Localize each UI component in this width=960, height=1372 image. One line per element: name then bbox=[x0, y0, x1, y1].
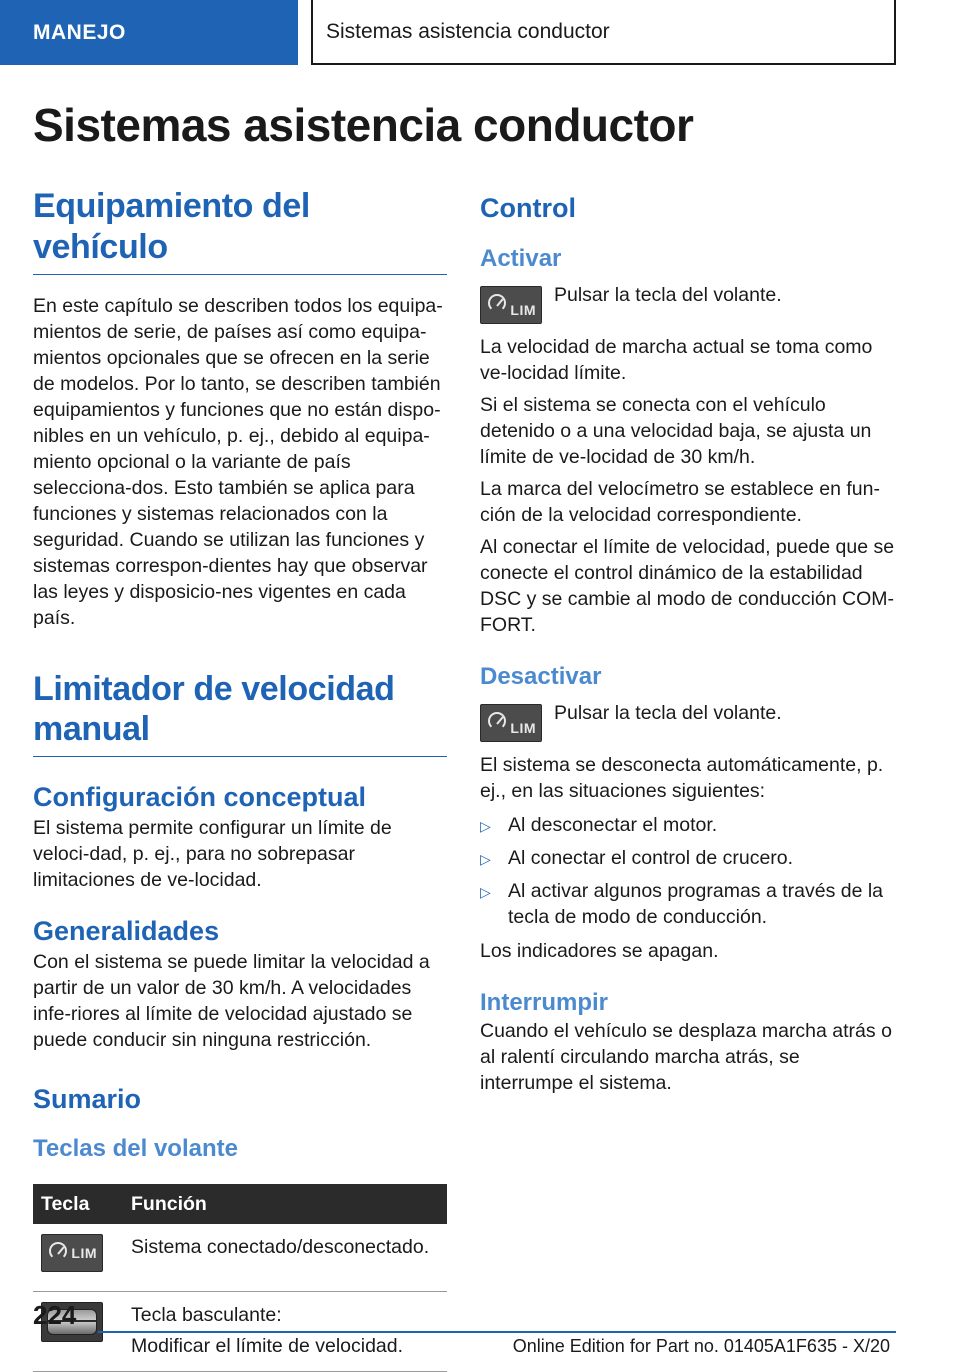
col-key-header: Tecla bbox=[33, 1184, 123, 1224]
interrupt-heading: Interrumpir bbox=[480, 988, 609, 1016]
chapter-tab bbox=[311, 0, 896, 65]
keys-heading: Teclas del volante bbox=[33, 1135, 238, 1163]
table-row bbox=[33, 1224, 447, 1292]
list-item: ▷ Al desconectar el motor. bbox=[480, 812, 898, 839]
list-item: ▷ Al activar algunos programas a través de la tecla de modo de conducción. bbox=[480, 879, 884, 928]
equipment-heading: Equipamiento del vehículo bbox=[33, 186, 447, 275]
bullet-triangle-icon: ▷ bbox=[480, 850, 491, 867]
control-heading: Control bbox=[480, 193, 576, 223]
activate-paragraph: Al conectar el límite de velocidad, puede que se conecte el control dinámico de la estabilidad DSC y se cambie al modo de conducción COM-FORT. bbox=[480, 535, 895, 636]
edition-text: Online Edition for Part no. 01405A1F635 - X/20 bbox=[512, 1336, 890, 1356]
table-cell-function: Sistema conectado/desconectado. bbox=[123, 1224, 447, 1292]
right-column bbox=[480, 186, 898, 1096]
section-tab bbox=[0, 0, 298, 65]
limiter-heading: Limitador de velocidad manual bbox=[33, 669, 447, 758]
chapter-label: Sistemas asistencia conductor bbox=[326, 19, 610, 43]
keys-table bbox=[33, 1184, 447, 1372]
page-number: 224 bbox=[33, 1300, 77, 1330]
equipment-text: En este capítulo se describen todos los equipa-mientos de serie, de países así como equipa-mientos opcionales que se ofrecen en la serie de modelos. Por lo tanto, se describen también equipamientos y funciones que no están dispo-nibles en un vehículo, p. ej., debido al equipa-miento opcional o la variante de país selecciona-dos. Esto también se aplica para funciones y sistemas relacionados con la seguridad. Cuando se utilizan las funciones y sistemas correspon-dientes hay que observar las leyes y disposicio-nes vigentes en cada país. bbox=[33, 294, 443, 629]
activate-icon-row bbox=[480, 283, 898, 324]
deactivate-heading: Desactivar bbox=[480, 662, 602, 690]
activate-paragraph: La marca del velocímetro se establece en fun-ción de la velocidad correspondiente. bbox=[480, 477, 880, 526]
lim-icon: LIM bbox=[480, 704, 542, 742]
general-heading: Generalidades bbox=[33, 915, 220, 946]
activate-caption: Pulsar la tecla del volante. bbox=[554, 283, 782, 306]
interrupt-text: Cuando el vehículo se desplaza marcha atrás o al ralentí circulando marcha atrás, se interrumpe el sistema. bbox=[480, 1019, 892, 1094]
left-column bbox=[33, 186, 447, 1372]
deactivate-outro: Los indicadores se apagan. bbox=[480, 939, 719, 962]
table-cell-function: Tecla basculante: Modificar el límite de velocidad. bbox=[123, 1292, 447, 1372]
lim-icon: LIM bbox=[41, 1234, 103, 1272]
bullet-triangle-icon: ▷ bbox=[480, 817, 491, 834]
activate-paragraph: La velocidad de marcha actual se toma como ve-locidad límite. bbox=[480, 335, 873, 384]
bullet-triangle-icon: ▷ bbox=[480, 883, 491, 900]
summary-heading: Sumario bbox=[33, 1083, 142, 1114]
general-text: Con el sistema se puede limitar la velocidad a partir de un valor de 30 km/h. A velocidades infe-riores al límite de velocidad ajustado se puede conducir sin ninguna restricción. bbox=[33, 950, 430, 1051]
list-item: ▷ Al conectar el control de crucero. bbox=[480, 845, 898, 872]
table-header-row bbox=[33, 1184, 447, 1224]
footer-divider bbox=[98, 1331, 896, 1333]
activate-heading: Activar bbox=[480, 244, 562, 272]
concept-heading: Configuración conceptual bbox=[33, 782, 367, 813]
deactivate-caption: Pulsar la tecla del volante. bbox=[554, 701, 782, 724]
activate-paragraph: Si el sistema se conecta con el vehículo detenido o a una velocidad baja, se ajusta un límite de ve-locidad de 30 km/h. bbox=[480, 393, 872, 468]
deactivate-intro: El sistema se desconecta automáticamente, p. ej., en las situaciones siguientes: bbox=[480, 753, 884, 802]
page-title: Sistemas asistencia conductor bbox=[33, 99, 694, 151]
lim-icon: LIM bbox=[480, 286, 542, 324]
concept-text: El sistema permite configurar un límite de veloci-dad, p. ej., para no sobrepasar limitaciones de ve-locidad. bbox=[33, 816, 392, 891]
section-label: MANEJO bbox=[33, 20, 126, 44]
deactivate-icon-row bbox=[480, 701, 898, 742]
col-function-header: Función bbox=[123, 1184, 447, 1224]
